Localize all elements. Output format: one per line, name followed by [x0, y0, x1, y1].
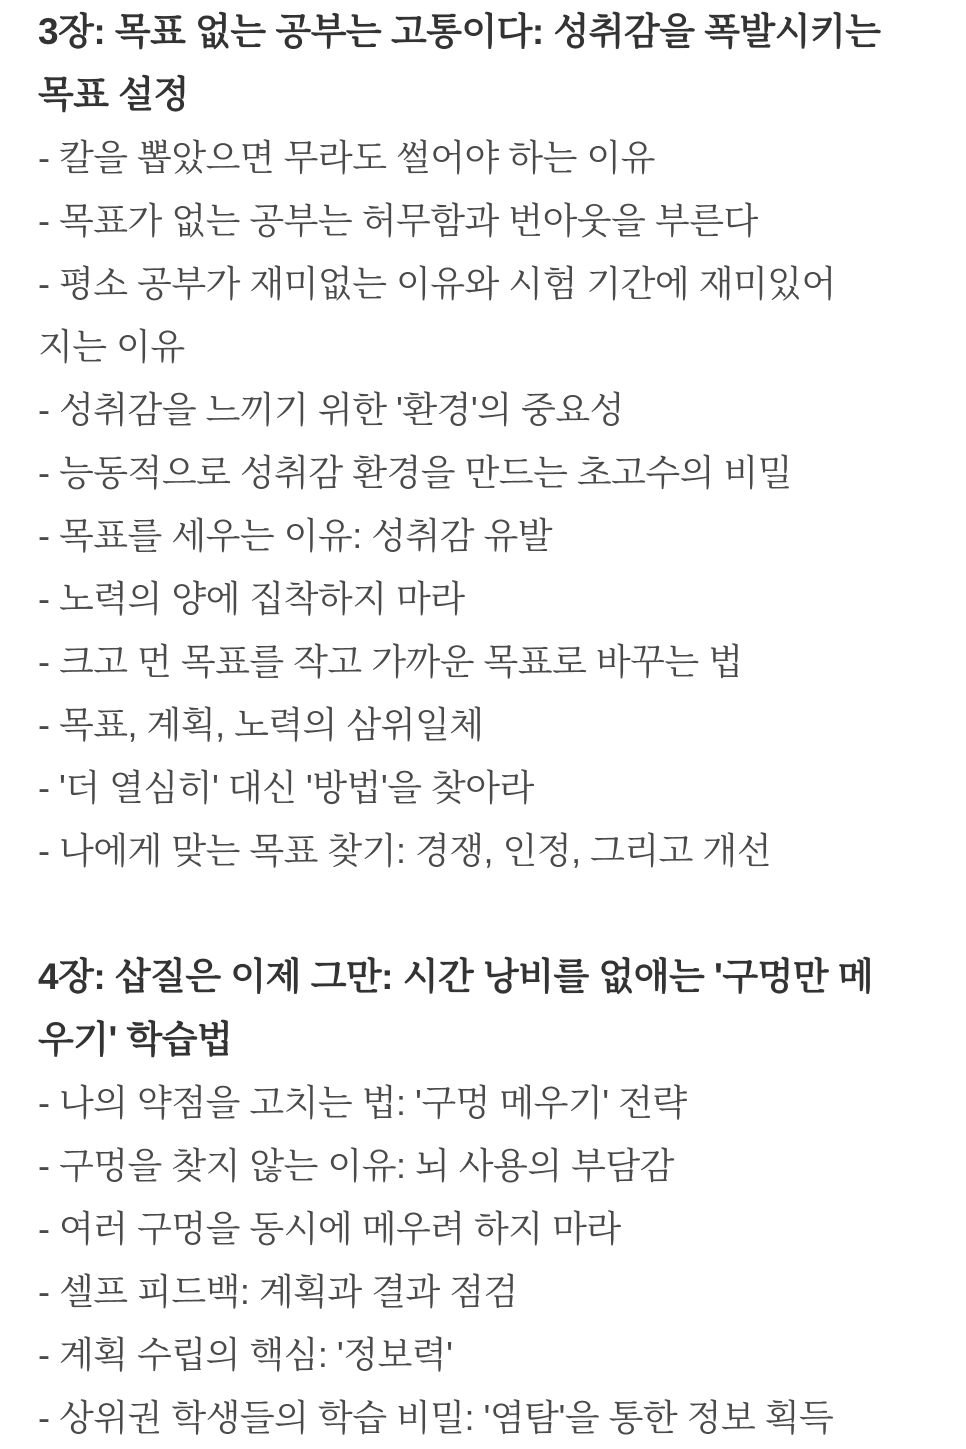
- toc-item-line: - 노력의 양에 집착하지 마라: [38, 578, 465, 619]
- toc-item-line: - 목표가 없는 공부는 허무함과 번아웃을 부른다: [38, 200, 758, 241]
- chapter-heading-line: 목표 설정: [38, 74, 189, 115]
- chapter-heading-line: 우기' 학습법: [38, 1019, 233, 1060]
- toc-item-line: - 나의 약점을 고치는 법: '구멍 메우기' 전략: [38, 1082, 687, 1123]
- toc-item-line: - 평소 공부가 재미없는 이유와 시험 기간에 재미있어: [38, 263, 836, 304]
- toc-item-line: - 계획 수립의 핵심: '정보력': [38, 1334, 453, 1375]
- toc-item-line: - 여러 구멍을 동시에 메우려 하지 마라: [38, 1208, 621, 1249]
- toc-item-line: - 상위권 학생들의 학습 비밀: '염탐'을 통한 정보 획득: [38, 1397, 834, 1438]
- toc-item-line: - 구멍을 찾지 않는 이유: 뇌 사용의 부담감: [38, 1145, 674, 1186]
- toc-item-line: - 셀프 피드백: 계획과 결과 점검: [38, 1271, 518, 1312]
- chapter-heading-line: 3장: 목표 없는 공부는 고통이다: 성취감을 폭발시키는: [38, 11, 881, 52]
- toc-item-line: - 나에게 맞는 목표 찾기: 경쟁, 인정, 그리고 개선: [38, 830, 771, 871]
- toc-section-3장: [38, 0, 942, 882]
- toc-section-4장: [38, 945, 942, 1449]
- toc-item-line: 지는 이유: [38, 326, 185, 367]
- toc-item-line: - 크고 먼 목표를 작고 가까운 목표로 바꾸는 법: [38, 641, 743, 682]
- toc-item-line: - 능동적으로 성취감 환경을 만드는 초고수의 비밀: [38, 452, 793, 493]
- toc-item-line: - 성취감을 느끼기 위한 '환경'의 중요성: [38, 389, 624, 430]
- chapter-heading-line: 4장: 삽질은 이제 그만: 시간 낭비를 없애는 '구멍만 메: [38, 956, 874, 997]
- toc-item-line: - 목표를 세우는 이유: 성취감 유발: [38, 515, 553, 556]
- section-gap: [38, 882, 942, 945]
- toc-item-line: - 목표, 계획, 노력의 삼위일체: [38, 704, 484, 745]
- toc-item-line: - 칼을 뽑았으면 무라도 썰어야 하는 이유: [38, 137, 655, 178]
- toc-item-line: - '더 열심히' 대신 '방법'을 찾아라: [38, 767, 534, 808]
